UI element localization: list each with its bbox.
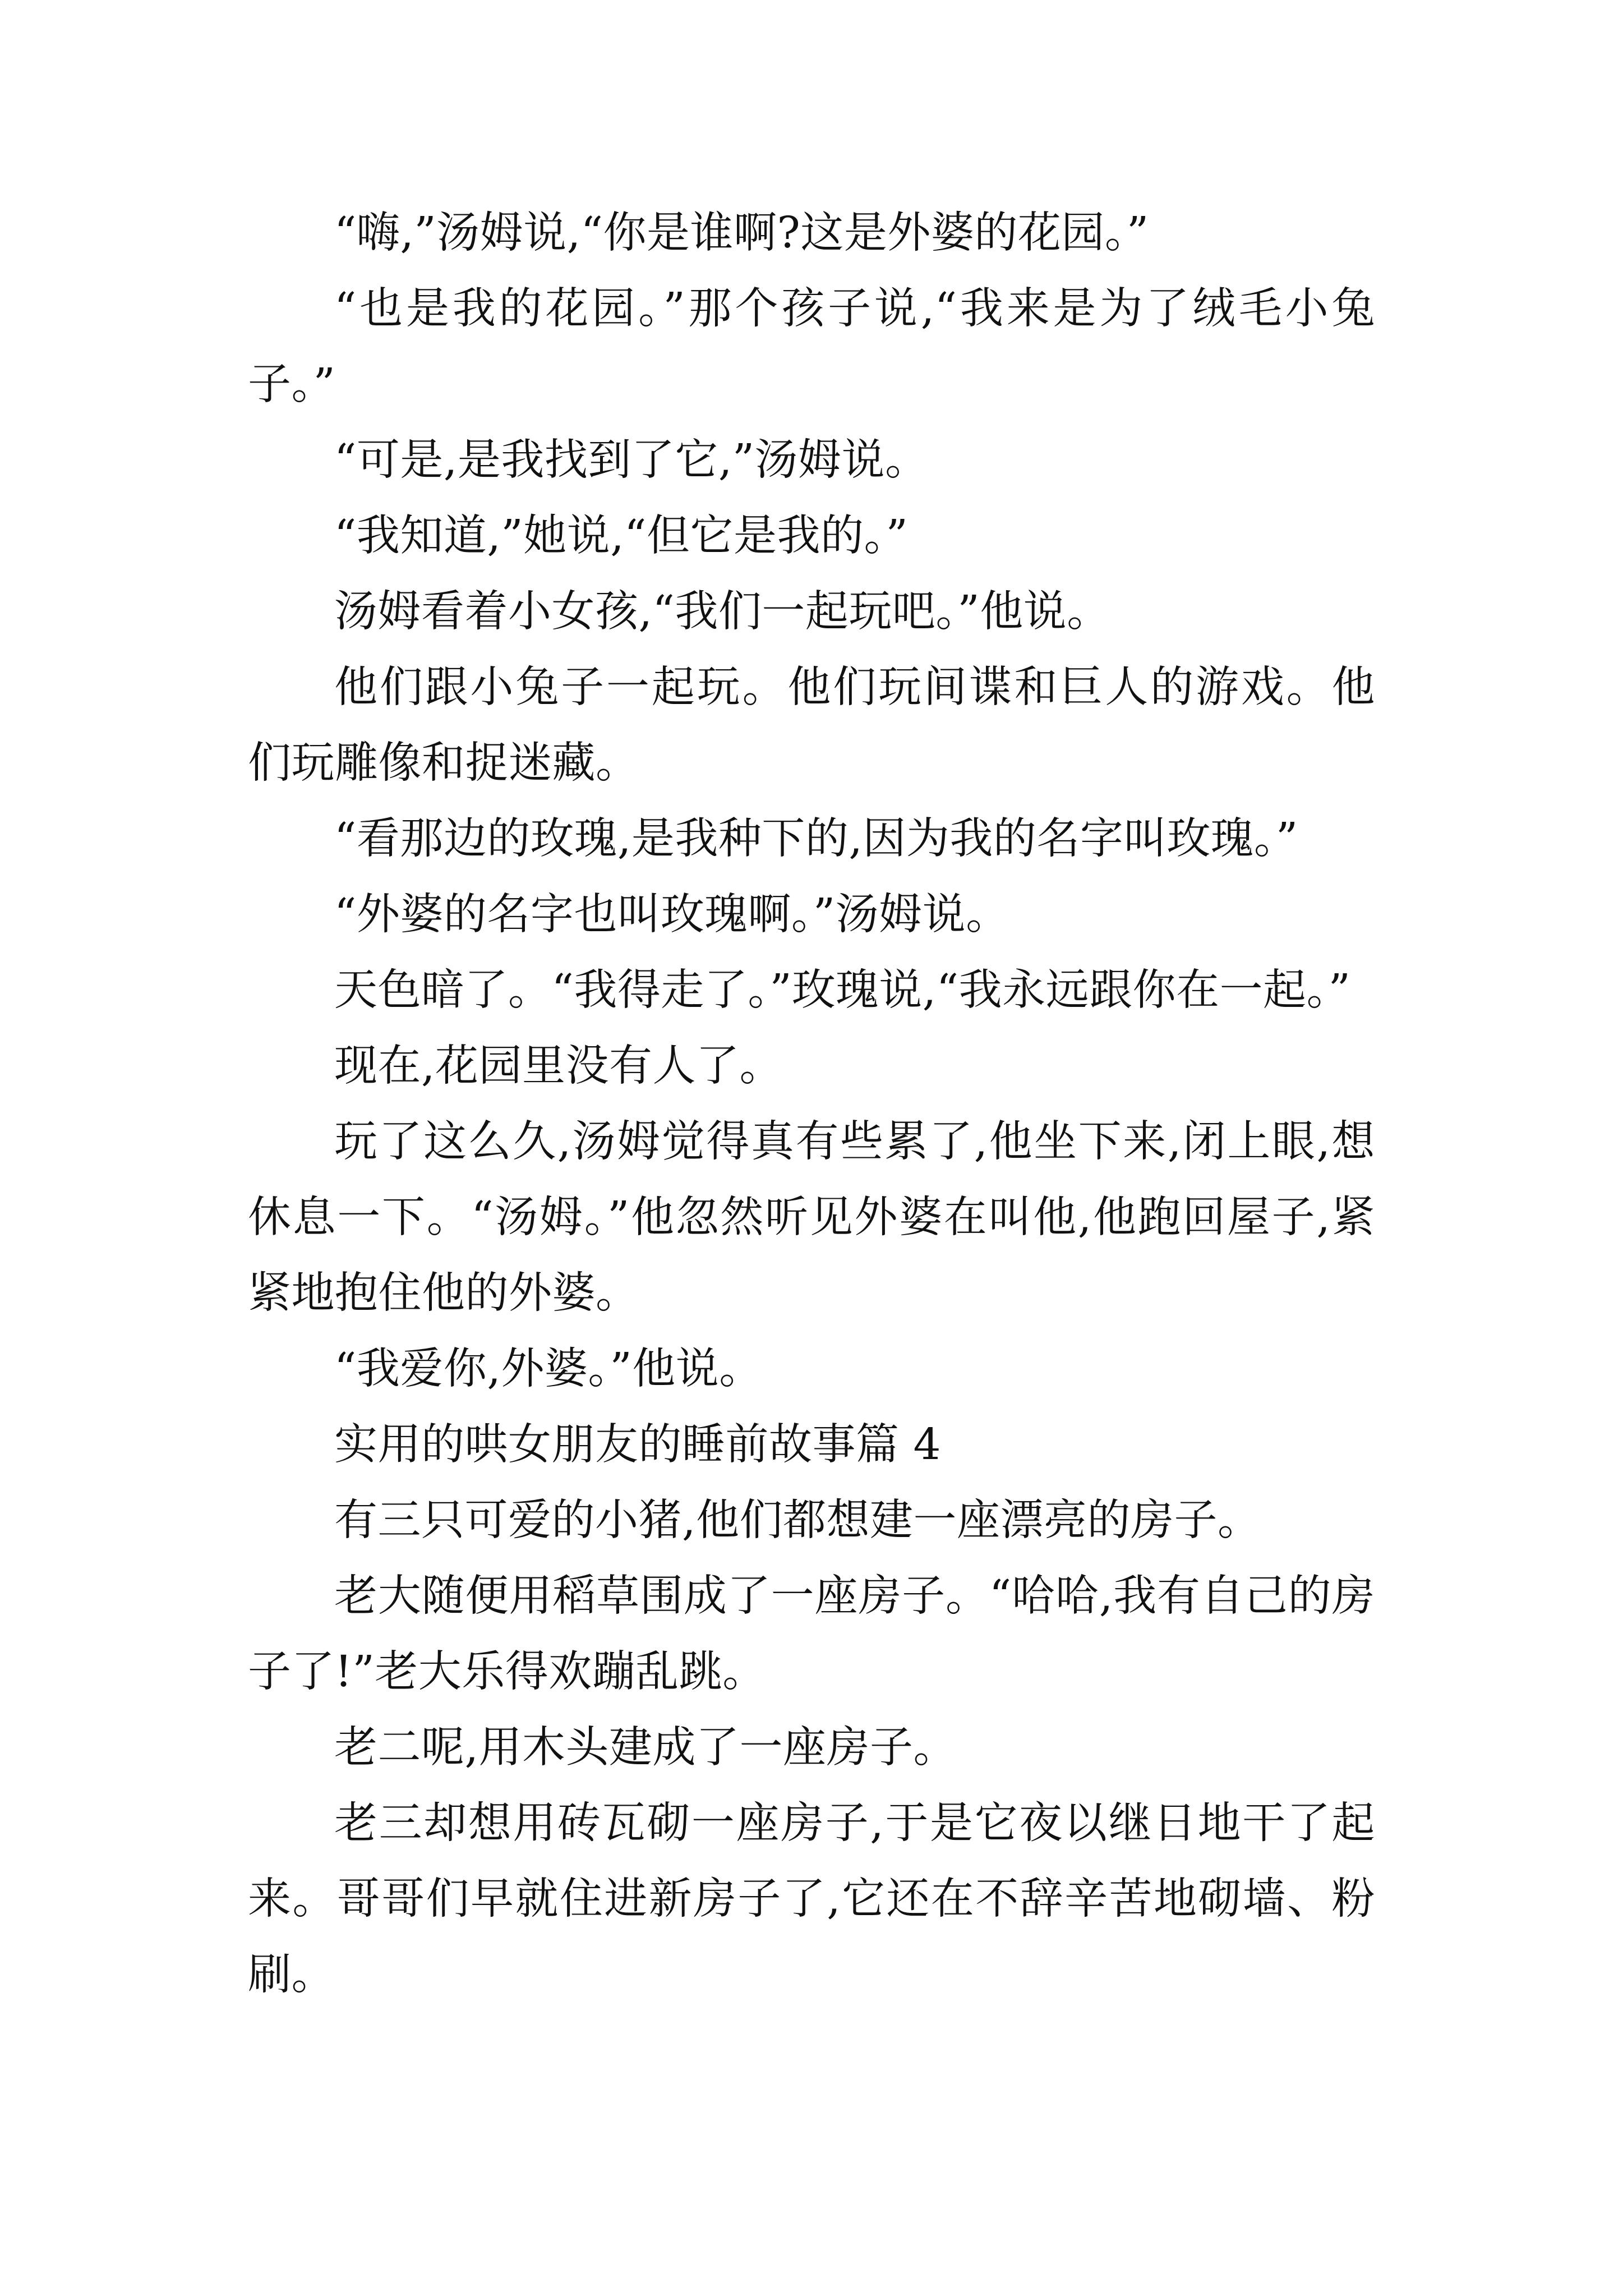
- paragraph: 有三只可爱的小猪,他们都想建一座漂亮的房子。: [334, 1496, 1261, 1545]
- paragraph: “我知道,”她说,“但它是我的。”: [334, 511, 909, 561]
- paragraph: “看那边的玫瑰,是我种下的,因为我的名字叫玫瑰。”: [334, 814, 1298, 864]
- section-heading: 实用的哄女朋友的睡前故事篇 4: [334, 1420, 941, 1470]
- paragraph: “也是我的花园。”那个孩子说,“我来是为了绒毛小兔子。”: [248, 284, 1375, 409]
- paragraph: “外婆的名字也叫玫瑰啊。”汤姆说。: [334, 890, 1009, 940]
- paragraph: 他们跟小兔子一起玩。他们玩间谍和巨人的游戏。他们玩雕像和捉迷藏。: [248, 662, 1375, 788]
- paragraph: 汤姆看着小女孩,“我们一起玩吧。”他说。: [334, 587, 1110, 637]
- paragraph: 老大随便用稻草围成了一座房子。“哈哈,我有自己的房子了!”老大乐得欢蹦乱跳。: [248, 1571, 1375, 1697]
- paragraph: 天色暗了。“我得走了。”玫瑰说,“我永远跟你在一起。”: [334, 965, 1351, 1015]
- paragraph: 现在,花园里没有人了。: [334, 1041, 783, 1091]
- paragraph: 玩了这么久,汤姆觉得真有些累了,他坐下来,闭上眼,想休息一下。“汤姆。”他忽然听见外婆在叫他,他跑回屋子,紧紧地抱住他的外婆。: [248, 1117, 1375, 1318]
- document-body: [248, 195, 1375, 2013]
- paragraph: 老三却想用砖瓦砌一座房子,于是它夜以继日地干了起来。哥哥们早就住进新房子了,它还在不辞辛苦地砌墙、粉刷。: [248, 1798, 1375, 2000]
- paragraph: “嗨,”汤姆说,“你是谁啊?这是外婆的花园。”: [334, 208, 1149, 258]
- paragraph: “可是,是我找到了它,”汤姆说。: [334, 435, 929, 485]
- paragraph: “我爱你,外婆。”他说。: [334, 1344, 763, 1394]
- paragraph: 老二呢,用木头建成了一座房子。: [334, 1723, 957, 1773]
